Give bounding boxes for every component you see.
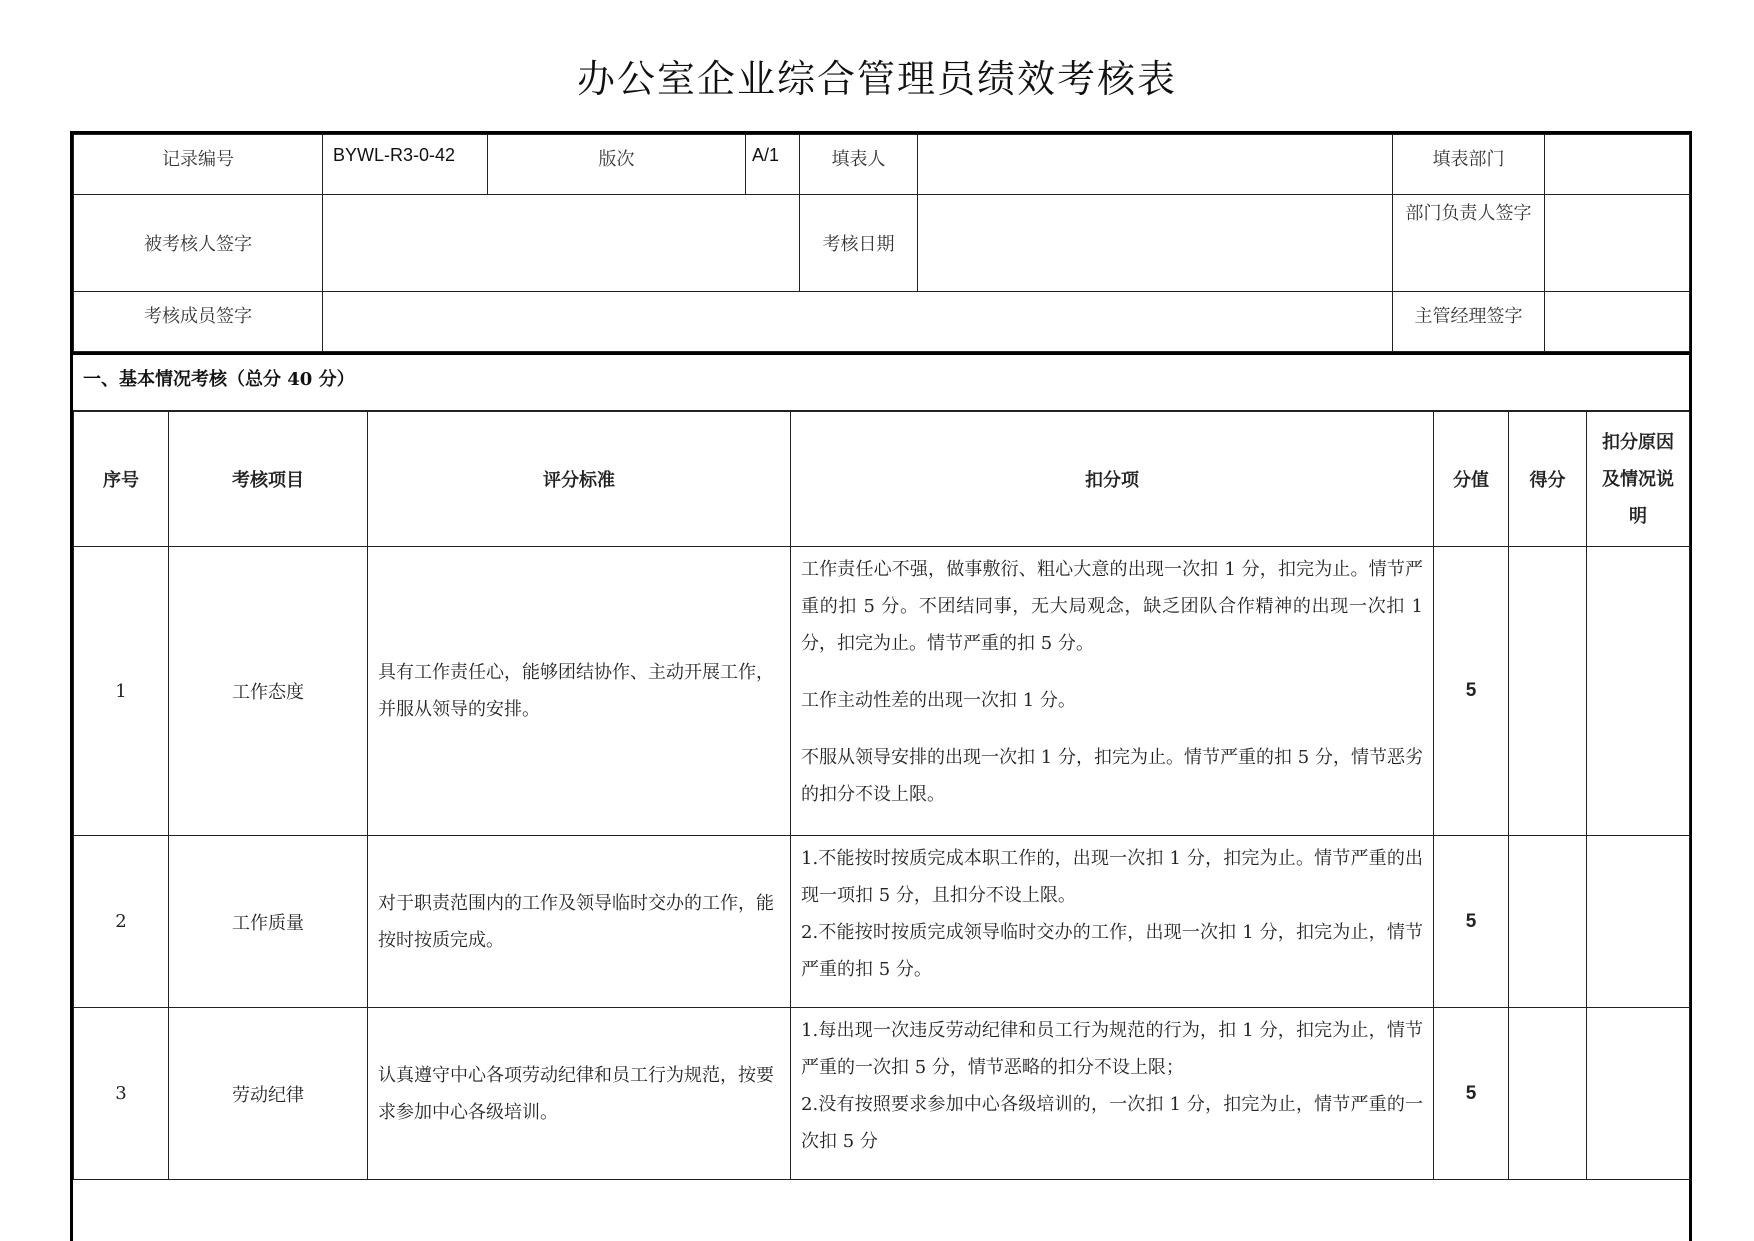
- row-score-field[interactable]: [1509, 836, 1587, 1008]
- table-row: [74, 1008, 1690, 1180]
- deduction-text: 2.没有按照要求参加中心各级培训的，一次扣 1 分，扣完为止，情节严重的一次扣 5 分: [801, 1094, 1423, 1152]
- row-item: 工作态度: [169, 547, 368, 836]
- section-title: 一、基本情况考核（总分 40 分）: [73, 352, 1689, 411]
- row-seq: 1: [74, 547, 169, 836]
- appraisee-sign-field[interactable]: [323, 195, 800, 292]
- row-standard: 具有工作责任心，能够团结协作、主动开展工作，并服从领导的安排。: [368, 547, 791, 836]
- table-header-row: [74, 412, 1690, 547]
- table-row: [74, 836, 1690, 1008]
- page-title: 办公室企业综合管理员绩效考核表: [576, 57, 1177, 101]
- date-field[interactable]: [918, 195, 1393, 292]
- deduction-text: 1.每出现一次违反劳动纪律和员工行为规范的行为，扣 1 分，扣完为止，情节严重的一次扣 5 分，情节恶略的扣分不设上限；: [801, 1020, 1423, 1078]
- row-item: 工作质量: [169, 836, 368, 1008]
- record-no-value: BYWL-R3-0-42: [323, 135, 488, 195]
- table-row: [74, 547, 1690, 836]
- col-deduction: 扣分项: [791, 412, 1434, 547]
- deduction-text: 1.不能按时按质完成本职工作的，出现一次扣 1 分，扣完为止。情节严重的出现一项扣 5 分，且扣分不设上限。: [801, 848, 1423, 906]
- manager-sign-field[interactable]: [1545, 292, 1690, 352]
- col-points: 分值: [1434, 412, 1509, 547]
- row-deductions: [791, 836, 1434, 1008]
- row-points: 5: [1434, 836, 1509, 1008]
- record-no-label: 记录编号: [74, 135, 323, 195]
- row-score-field[interactable]: [1509, 1008, 1587, 1180]
- row-seq: 2: [74, 836, 169, 1008]
- dept-label: 填表部门: [1393, 135, 1545, 195]
- row-seq: 3: [74, 1008, 169, 1180]
- row-points: 5: [1434, 1008, 1509, 1180]
- deduction-text: 工作主动性差的出现一次扣 1 分。: [801, 690, 1076, 711]
- dept-head-sign-label: 部门负责人签字: [1393, 195, 1545, 292]
- assessment-form: [70, 131, 1692, 1241]
- manager-sign-label: 主管经理签字: [1393, 292, 1545, 352]
- col-item: 考核项目: [169, 412, 368, 547]
- col-reason: 扣分原因及情况说明: [1587, 412, 1690, 547]
- row-standard: 认真遵守中心各项劳动纪律和员工行为规范，按要求参加中心各级培训。: [368, 1008, 791, 1180]
- dept-field[interactable]: [1545, 135, 1690, 195]
- appraisee-sign-label: 被考核人签字: [74, 195, 323, 292]
- row-reason-field[interactable]: [1587, 1008, 1690, 1180]
- col-seq: 序号: [74, 412, 169, 547]
- version-label: 版次: [488, 135, 746, 195]
- version-value: A/1: [746, 135, 800, 195]
- date-label: 考核日期: [800, 195, 918, 292]
- row-reason-field[interactable]: [1587, 547, 1690, 836]
- deduction-text: 工作责任心不强，做事敷衍、粗心大意的出现一次扣 1 分，扣完为止。情节严重的扣 5 分。不团结同事，无大局观念，缺乏团队合作精神的出现一次扣 1 分，扣完为止。情节严重的扣 5 分。: [801, 559, 1423, 654]
- row-deductions: [791, 1008, 1434, 1180]
- members-sign-label: 考核成员签字: [74, 292, 323, 352]
- dept-head-sign-field[interactable]: [1545, 195, 1690, 292]
- row-standard: 对于职责范围内的工作及领导临时交办的工作，能按时按质完成。: [368, 836, 791, 1008]
- filler-field[interactable]: [918, 135, 1393, 195]
- row-deductions: [791, 547, 1434, 836]
- row-item: 劳动纪律: [169, 1008, 368, 1180]
- filler-label: 填表人: [800, 135, 918, 195]
- row-points: 5: [1434, 547, 1509, 836]
- form-header-table: [73, 134, 1690, 352]
- deduction-text: 不服从领导安排的出现一次扣 1 分，扣完为止。情节严重的扣 5 分，情节恶劣的扣分不设上限。: [801, 747, 1423, 805]
- row-reason-field[interactable]: [1587, 836, 1690, 1008]
- col-standard: 评分标准: [368, 412, 791, 547]
- assessment-table: [73, 411, 1690, 1180]
- members-sign-field[interactable]: [323, 292, 1393, 352]
- row-score-field[interactable]: [1509, 547, 1587, 836]
- col-score: 得分: [1509, 412, 1587, 547]
- deduction-text: 2.不能按时按质完成领导临时交办的工作，出现一次扣 1 分，扣完为止，情节严重的扣 5 分。: [801, 922, 1423, 980]
